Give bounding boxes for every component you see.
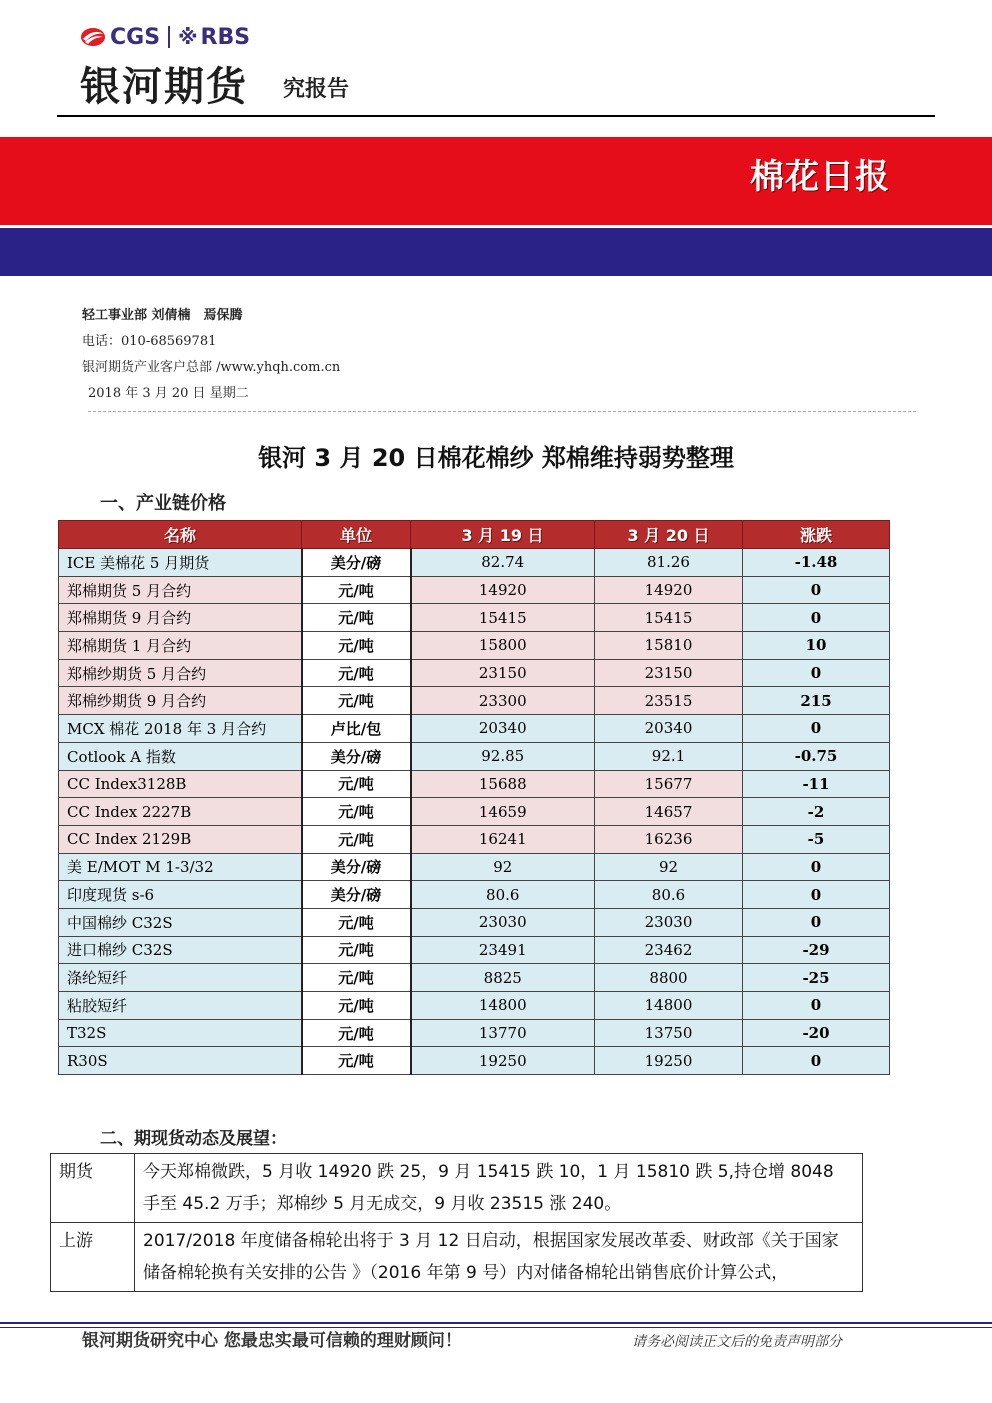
row-value-mar20: 19250 (595, 1047, 743, 1075)
row-value-mar20: 15415 (595, 604, 743, 632)
table-row (59, 715, 890, 743)
row-change: -11 (743, 770, 890, 798)
row-value-mar20: 16236 (595, 825, 743, 853)
row-value-mar20: 14800 (595, 992, 743, 1020)
row-name: 中国棉纱 C32S (59, 908, 302, 936)
row-unit: 美分/磅 (302, 881, 411, 909)
row-value-mar19: 13770 (411, 1019, 595, 1047)
table-row (59, 659, 890, 687)
row-value-mar19: 20340 (411, 715, 595, 743)
author-site[interactable]: 银河期货产业客户总部 /www.yhqh.com.cn (82, 360, 341, 375)
row-value-mar20: 14657 (595, 798, 743, 826)
row-value-mar20: 80.6 (595, 881, 743, 909)
row-unit: 元/吨 (302, 936, 411, 964)
row-unit: 元/吨 (302, 770, 411, 798)
row-unit: 元/吨 (302, 992, 411, 1020)
row-value-mar20: 23030 (595, 908, 743, 936)
table-row (59, 936, 890, 964)
row-unit: 元/吨 (302, 1019, 411, 1047)
table-row (59, 687, 890, 715)
row-value-mar19: 16241 (411, 825, 595, 853)
row-change: 0 (743, 604, 890, 632)
table-row (59, 1019, 890, 1047)
col-header-mar20: 3 月 20 日 (595, 521, 743, 549)
row-change: 0 (743, 908, 890, 936)
row-unit: 元/吨 (302, 964, 411, 992)
row-value-mar20: 23150 (595, 659, 743, 687)
col-header-mar19: 3 月 19 日 (411, 521, 595, 549)
footer-rule (0, 1322, 992, 1324)
row-change: 0 (743, 659, 890, 687)
row-value-mar19: 92 (411, 853, 595, 881)
row-unit: 元/吨 (302, 576, 411, 604)
cgs-logo-icon (80, 26, 106, 48)
footer-disclaimer: 请务必阅读正文后的免责声明部分 (632, 1334, 842, 1350)
row-value-mar20: 8800 (595, 964, 743, 992)
row-unit: 元/吨 (302, 1047, 411, 1075)
row-name: 郑棉期货 1 月合约 (59, 632, 302, 660)
row-change: 0 (743, 576, 890, 604)
row-unit: 元/吨 (302, 687, 411, 715)
row-unit: 元/吨 (302, 659, 411, 687)
blue-banner (0, 228, 992, 276)
row-unit: 美分/磅 (302, 742, 411, 770)
row-unit: 元/吨 (302, 632, 411, 660)
table-row (59, 825, 890, 853)
row-value-mar19: 23491 (411, 936, 595, 964)
outlook-table (50, 1153, 863, 1292)
brand-subtitle: 究报告 (283, 77, 350, 102)
row-change: 0 (743, 992, 890, 1020)
row-name: MCX 棉花 2018 年 3 月合约 (59, 715, 302, 743)
row-change: 0 (743, 715, 890, 743)
note-label-upstream: 上游 (51, 1223, 135, 1292)
row-name: 粘胶短纤 (59, 992, 302, 1020)
table-row (59, 881, 890, 909)
row-value-mar19: 92.85 (411, 742, 595, 770)
note-text-futures: 今天郑棉微跌，5 月收 14920 跌 25，9 月 15415 跌 10，1 月 15810 跌 5,持仓增 8048 手至 45.2 万手；郑棉纱 5 月无成交，9 月收 23515 涨 240。 (135, 1154, 863, 1223)
row-value-mar20: 81.26 (595, 549, 743, 577)
logo-rbs-text: RBS (200, 24, 251, 50)
dashed-divider (88, 411, 916, 412)
row-change: 215 (743, 687, 890, 715)
row-value-mar19: 15415 (411, 604, 595, 632)
table-row (59, 1047, 890, 1075)
row-value-mar20: 13750 (595, 1019, 743, 1047)
row-value-mar19: 80.6 (411, 881, 595, 909)
table-row (59, 632, 890, 660)
row-value-mar20: 23515 (595, 687, 743, 715)
table-row (59, 770, 890, 798)
row-change: -0.75 (743, 742, 890, 770)
row-name: 郑棉期货 9 月合约 (59, 604, 302, 632)
table-row (59, 604, 890, 632)
report-type-title: 棉花日报 (750, 157, 890, 197)
section-heading-prices: 一、产业链价格 (100, 493, 226, 514)
row-value-mar19: 15688 (411, 770, 595, 798)
col-header-name: 名称 (59, 521, 302, 549)
row-value-mar20: 23462 (595, 936, 743, 964)
row-name: CC Index3128B (59, 770, 302, 798)
table-row (51, 1223, 863, 1292)
logo-separator (168, 26, 170, 48)
row-value-mar19: 8825 (411, 964, 595, 992)
row-unit: 元/吨 (302, 908, 411, 936)
row-change: 10 (743, 632, 890, 660)
table-row (59, 908, 890, 936)
row-value-mar19: 14659 (411, 798, 595, 826)
price-table (58, 520, 890, 1075)
row-name: 郑棉纱期货 5 月合约 (59, 659, 302, 687)
note-text-upstream: 2017/2018 年度储备棉轮出将于 3 月 12 日启动，根据国家发展改革委、财政部《关于国家储备棉轮换有关安排的公告 》（2016 年第 9 号）内对储备棉轮出销售底价计算公式， (135, 1223, 863, 1292)
row-unit: 元/吨 (302, 604, 411, 632)
row-name: 郑棉纱期货 9 月合约 (59, 687, 302, 715)
row-name: 郑棉期货 5 月合约 (59, 576, 302, 604)
row-name: 涤纶短纤 (59, 964, 302, 992)
row-name: 美 E/MOT M 1-3/32 (59, 853, 302, 881)
rbs-mark-icon: ※ (178, 25, 198, 49)
table-row (59, 549, 890, 577)
row-value-mar20: 15810 (595, 632, 743, 660)
section-heading-outlook: 二、期现货动态及展望： (100, 1129, 287, 1149)
report-date: 2018 年 3 月 20 日 星期二 (88, 386, 249, 401)
row-change: 0 (743, 1047, 890, 1075)
row-unit: 美分/磅 (302, 549, 411, 577)
row-name: Cotlook A 指数 (59, 742, 302, 770)
footer-slogan: 银河期货研究中心 您最忠实最可信赖的理财顾问！ (82, 1331, 462, 1351)
table-row (59, 853, 890, 881)
author-dept: 轻工事业部 刘倩楠 焉保腾 (82, 308, 243, 323)
row-change: 0 (743, 881, 890, 909)
row-change: -25 (743, 964, 890, 992)
logo-row (80, 22, 250, 52)
table-row (59, 798, 890, 826)
row-name: 印度现货 s-6 (59, 881, 302, 909)
row-name: 进口棉纱 C32S (59, 936, 302, 964)
page-title: 银河 3 月 20 日棉花棉纱 郑棉维持弱势整理 (258, 444, 734, 472)
row-change: -29 (743, 936, 890, 964)
table-header-row (59, 521, 890, 549)
row-value-mar19: 23030 (411, 908, 595, 936)
row-value-mar20: 20340 (595, 715, 743, 743)
row-change: 0 (743, 853, 890, 881)
row-change: -20 (743, 1019, 890, 1047)
row-value-mar19: 23150 (411, 659, 595, 687)
row-value-mar20: 14920 (595, 576, 743, 604)
row-change: -5 (743, 825, 890, 853)
row-value-mar20: 15677 (595, 770, 743, 798)
col-header-change: 涨跌 (743, 521, 890, 549)
row-change: -1.48 (743, 549, 890, 577)
row-unit: 元/吨 (302, 825, 411, 853)
table-row (51, 1154, 863, 1223)
row-unit: 卢比/包 (302, 715, 411, 743)
row-name: ICE 美棉花 5 月期货 (59, 549, 302, 577)
row-unit: 元/吨 (302, 798, 411, 826)
row-value-mar19: 23300 (411, 687, 595, 715)
row-name: R30S (59, 1047, 302, 1075)
row-value-mar19: 19250 (411, 1047, 595, 1075)
note-label-futures: 期货 (51, 1154, 135, 1223)
row-name: CC Index 2129B (59, 825, 302, 853)
row-value-mar20: 92.1 (595, 742, 743, 770)
row-value-mar19: 82.74 (411, 549, 595, 577)
row-unit: 美分/磅 (302, 853, 411, 881)
row-value-mar19: 14800 (411, 992, 595, 1020)
brand-name: 银河期货 (80, 64, 248, 110)
row-value-mar19: 15800 (411, 632, 595, 660)
logo-cgs-text: CGS (110, 24, 161, 50)
red-banner (0, 137, 992, 225)
table-row (59, 742, 890, 770)
table-row (59, 576, 890, 604)
author-phone: 电话：010-68569781 (82, 334, 217, 349)
row-name: T32S (59, 1019, 302, 1047)
table-row (59, 964, 890, 992)
table-row (59, 992, 890, 1020)
row-value-mar19: 14920 (411, 576, 595, 604)
col-header-unit: 单位 (302, 521, 411, 549)
header-rule (57, 115, 935, 117)
row-name: CC Index 2227B (59, 798, 302, 826)
row-change: -2 (743, 798, 890, 826)
row-value-mar20: 92 (595, 853, 743, 881)
